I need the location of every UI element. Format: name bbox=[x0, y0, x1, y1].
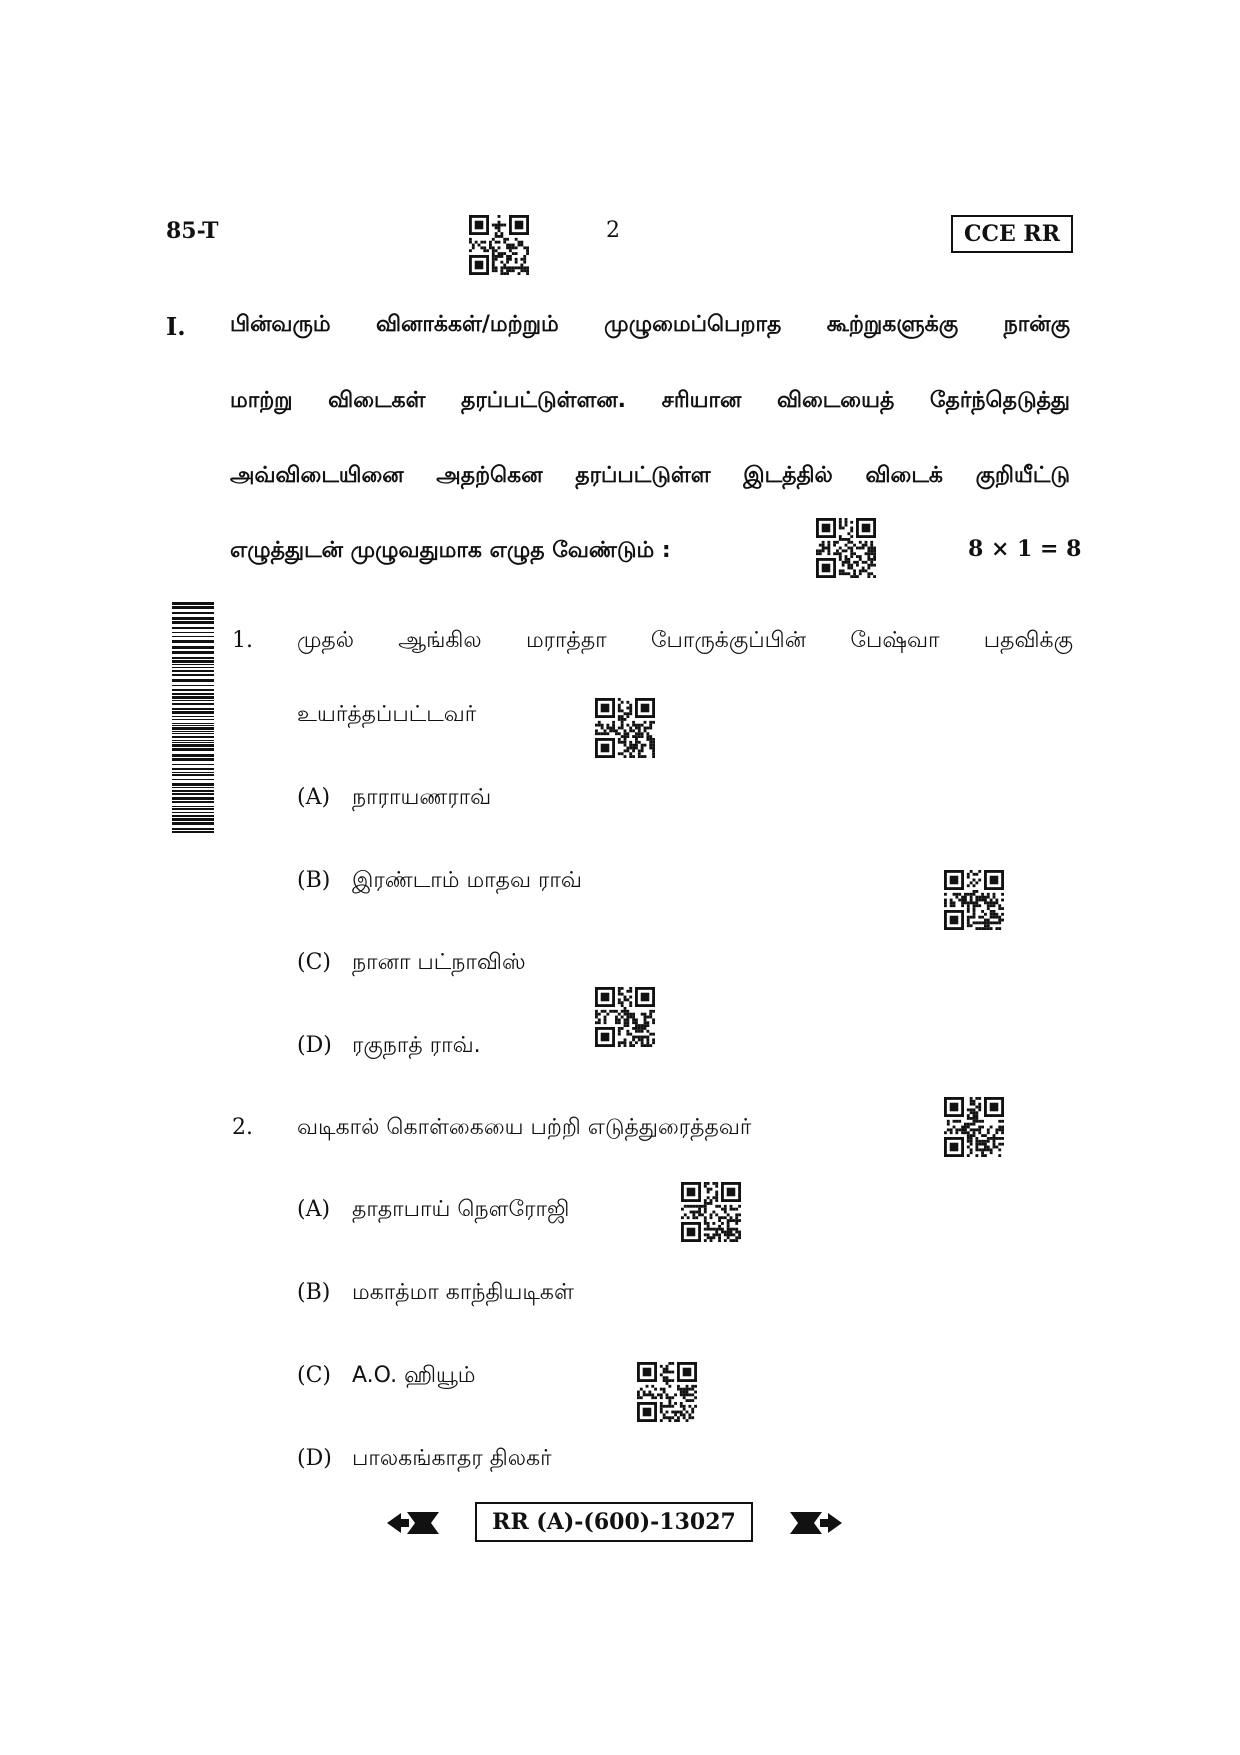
section-numeral: I. bbox=[166, 312, 186, 341]
option-letter: (A) bbox=[297, 785, 331, 810]
footer-code: RR (A)-(600)-13027 bbox=[492, 1509, 736, 1535]
instruction-line-4: எழுத்துடன் முழுவதுமாக எழுத வேண்டும் : bbox=[230, 538, 671, 563]
scheme-label-box bbox=[951, 215, 1073, 253]
option-letter: (B) bbox=[297, 1280, 331, 1305]
question-number: 2. bbox=[232, 1115, 253, 1140]
option-text: நாராயணராவ் bbox=[352, 785, 492, 810]
option-letter: (C) bbox=[297, 1363, 331, 1388]
option-text: நானா பட்நாவிஸ் bbox=[352, 950, 526, 975]
instruction-line-3: அவ்விடையினை அதற்கென தரப்பட்டுள்ள இடத்தில் விடைக் குறியீட்டு bbox=[230, 463, 1070, 488]
option-letter: (B) bbox=[297, 868, 331, 893]
question-text: முதல் ஆங்கில மராத்தா போருக்குப்பின் பேஷ்வா பதவிக்கு bbox=[297, 628, 1073, 653]
qr-code-icon bbox=[469, 215, 529, 279]
scheme-label: CCE RR bbox=[963, 221, 1060, 247]
option-text: பாலகங்காதர திலகர் bbox=[352, 1446, 552, 1471]
option-text: இரண்டாம் மாதவ ராவ் bbox=[352, 868, 582, 893]
barcode-icon bbox=[172, 602, 214, 834]
option-text: மகாத்மா காந்தியடிகள் bbox=[352, 1280, 574, 1305]
option-letter: (D) bbox=[297, 1033, 332, 1058]
footer-code-box bbox=[475, 1502, 753, 1542]
option-letter: (A) bbox=[297, 1197, 331, 1222]
qr-code-icon bbox=[637, 1362, 697, 1426]
arrow-left-icon bbox=[387, 1508, 447, 1542]
marks-allocation: 8 × 1 = 8 bbox=[968, 536, 1082, 562]
option-text: ரகுநாத் ராவ். bbox=[352, 1033, 481, 1058]
paper-code: 85-T bbox=[166, 218, 219, 244]
option-letter: (D) bbox=[297, 1446, 332, 1471]
qr-code-icon bbox=[816, 518, 876, 582]
arrow-right-icon bbox=[782, 1508, 842, 1542]
qr-code-icon bbox=[595, 698, 655, 762]
question-text-cont: உயர்த்தப்பட்டவர் bbox=[297, 702, 477, 727]
option-letter: (C) bbox=[297, 950, 331, 975]
question-number: 1. bbox=[232, 628, 253, 653]
question-text: வடிகால் கொள்கையை பற்றி எடுத்துரைத்தவர் bbox=[297, 1115, 752, 1140]
page-number: 2 bbox=[606, 218, 620, 243]
qr-code-icon bbox=[681, 1182, 741, 1246]
option-text: தாதாபாய் நௌரோஜி bbox=[352, 1197, 570, 1222]
qr-code-icon bbox=[595, 987, 655, 1051]
qr-code-icon bbox=[944, 870, 1004, 934]
instruction-line-1: பின்வரும் வினாக்கள்/மற்றும் முழுமைப்பெறாத கூற்றுகளுக்கு நான்கு bbox=[230, 312, 1070, 337]
qr-code-icon bbox=[944, 1097, 1004, 1161]
instruction-line-2: மாற்று விடைகள் தரப்பட்டுள்ளன. சரியான விடையைத் தேர்ந்தெடுத்து bbox=[230, 388, 1070, 413]
option-text: A.O. ஹியூம் bbox=[352, 1363, 476, 1388]
